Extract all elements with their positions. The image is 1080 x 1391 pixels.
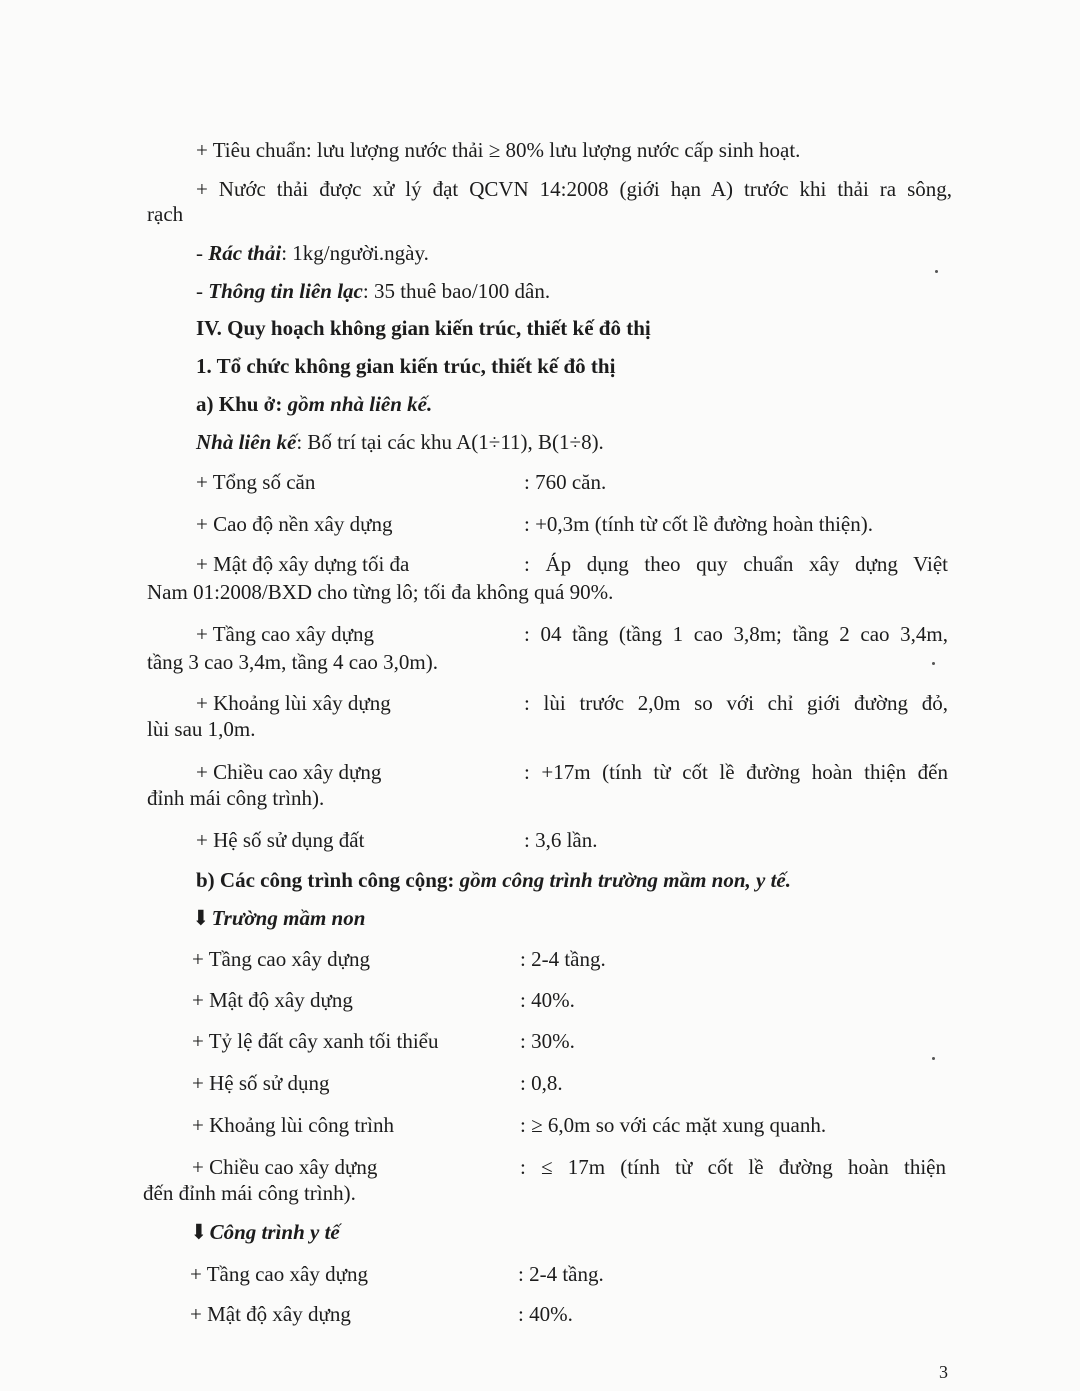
spec-value: : 3,6 lần. <box>524 828 598 852</box>
spec-value: : +17m (tính từ cốt lề đường hoàn thiện đến <box>524 760 948 784</box>
spec-value: : 40%. <box>520 988 575 1012</box>
solid-waste-line: - Rác thải: 1kg/người.ngày. <box>196 241 429 265</box>
row-house-label: Nhà liên kế <box>196 430 297 454</box>
section-a-heading <box>196 392 432 416</box>
spec-label: + Mật độ xây dựng tối đa <box>196 552 410 576</box>
telecom-value: : 35 thuê bao/100 dân. <box>362 279 551 303</box>
spec-value: : ≥ 6,0m so với các mặt xung quanh. <box>520 1113 827 1137</box>
spec-label: + Tầng cao xây dựng <box>192 947 370 971</box>
spec-value: : 2-4 tầng. <box>518 1262 604 1286</box>
section-b-heading <box>196 868 791 892</box>
down-arrow-icon: ⬇︎ <box>190 1220 208 1244</box>
spec-label: + Khoảng lùi công trình <box>192 1113 394 1137</box>
spec-label: + Khoảng lùi xây dựng <box>196 691 391 715</box>
spec-value: : 760 căn. <box>524 470 607 494</box>
spec-cont: đến đỉnh mái công trình). <box>143 1181 356 1205</box>
telecom-line: - Thông tin liên lạc: 35 thuê bao/100 dân. <box>196 279 551 303</box>
section-a-label: a) Khu ở: <box>196 392 283 416</box>
spec-value: : 40%. <box>518 1302 573 1326</box>
spec-cont: lùi sau 1,0m. <box>147 717 256 741</box>
wastewater-standard-line: + Tiêu chuẩn: lưu lượng nước thải ≥ 80% lưu lượng nước cấp sinh hoạt. <box>196 138 801 162</box>
spec-value: : ≤ 17m (tính từ cốt lề đường hoàn thiện <box>520 1155 946 1179</box>
spec-cont: tầng 3 cao 3,4m, tầng 4 cao 3,0m). <box>147 650 439 674</box>
scan-speck <box>932 662 935 665</box>
spec-label: + Cao độ nền xây dựng <box>196 512 393 536</box>
spec-label: + Chiều cao xây dựng <box>196 760 382 784</box>
health-facility-heading <box>190 1220 340 1244</box>
scan-speck <box>932 1057 935 1060</box>
wastewater-treatment-line: + Nước thải được xử lý đạt QCVN 14:2008 (giới hạn A) trước khi thải ra sông, <box>196 177 952 201</box>
spec-value: : +0,3m (tính từ cốt lề đường hoàn thiện). <box>524 512 873 536</box>
section-a-desc: gồm nhà liên kế. <box>287 392 433 416</box>
spec-value: : 30%. <box>520 1029 575 1053</box>
scan-speck <box>935 270 938 273</box>
spec-label: + Mật độ xây dựng <box>190 1302 351 1326</box>
section-b-label: b) Các công trình công cộng: <box>196 868 455 892</box>
spec-label: + Tầng cao xây dựng <box>196 622 374 646</box>
telecom-label: Thông tin liên lạc <box>208 279 363 303</box>
health-facility-title: Công trình y tế <box>209 1220 340 1244</box>
spec-label: + Hệ số sử dụng <box>192 1071 330 1095</box>
spec-cont: đỉnh mái công trình). <box>147 786 325 810</box>
solid-waste-value: : 1kg/người.ngày. <box>281 241 429 265</box>
page-number: 3 <box>939 1362 948 1382</box>
down-arrow-icon: ⬇︎ <box>192 906 210 930</box>
spec-value: : 04 tầng (tầng 1 cao 3,8m; tầng 2 cao 3,4m, <box>524 622 948 646</box>
spec-label: + Chiều cao xây dựng <box>192 1155 378 1179</box>
wastewater-treatment-cont: rạch <box>147 202 184 226</box>
section-1-heading: 1. Tổ chức không gian kiến trúc, thiết kế đô thị <box>196 354 616 378</box>
spec-label: + Tỷ lệ đất cây xanh tối thiểu <box>192 1029 439 1053</box>
spec-value: : 0,8. <box>520 1071 563 1095</box>
spec-value: : 2-4 tầng. <box>520 947 606 971</box>
spec-cont: Nam 01:2008/BXD cho từng lô; tối đa không quá 90%. <box>147 580 614 604</box>
section-b-desc: gồm công trình trường mầm non, y tế. <box>459 868 791 892</box>
kindergarten-heading <box>192 906 365 930</box>
spec-value: : lùi trước 2,0m so với chỉ giới đường đỏ, <box>524 691 948 715</box>
row-house-value: : Bố trí tại các khu A(1÷11), B(1÷8). <box>296 430 604 454</box>
spec-label: + Tổng số căn <box>196 470 316 494</box>
spec-value: : Áp dụng theo quy chuẩn xây dựng Việt <box>524 552 948 576</box>
spec-label: + Hệ số sử dụng đất <box>196 828 365 852</box>
kindergarten-title: Trường mầm non <box>211 906 366 930</box>
spec-label: + Mật độ xây dựng <box>192 988 353 1012</box>
section-iv-heading: IV. Quy hoạch không gian kiến trúc, thiết kế đô thị <box>196 316 651 340</box>
solid-waste-label: Rác thải <box>208 241 282 265</box>
spec-label: + Tầng cao xây dựng <box>190 1262 368 1286</box>
row-house-line <box>196 430 604 454</box>
